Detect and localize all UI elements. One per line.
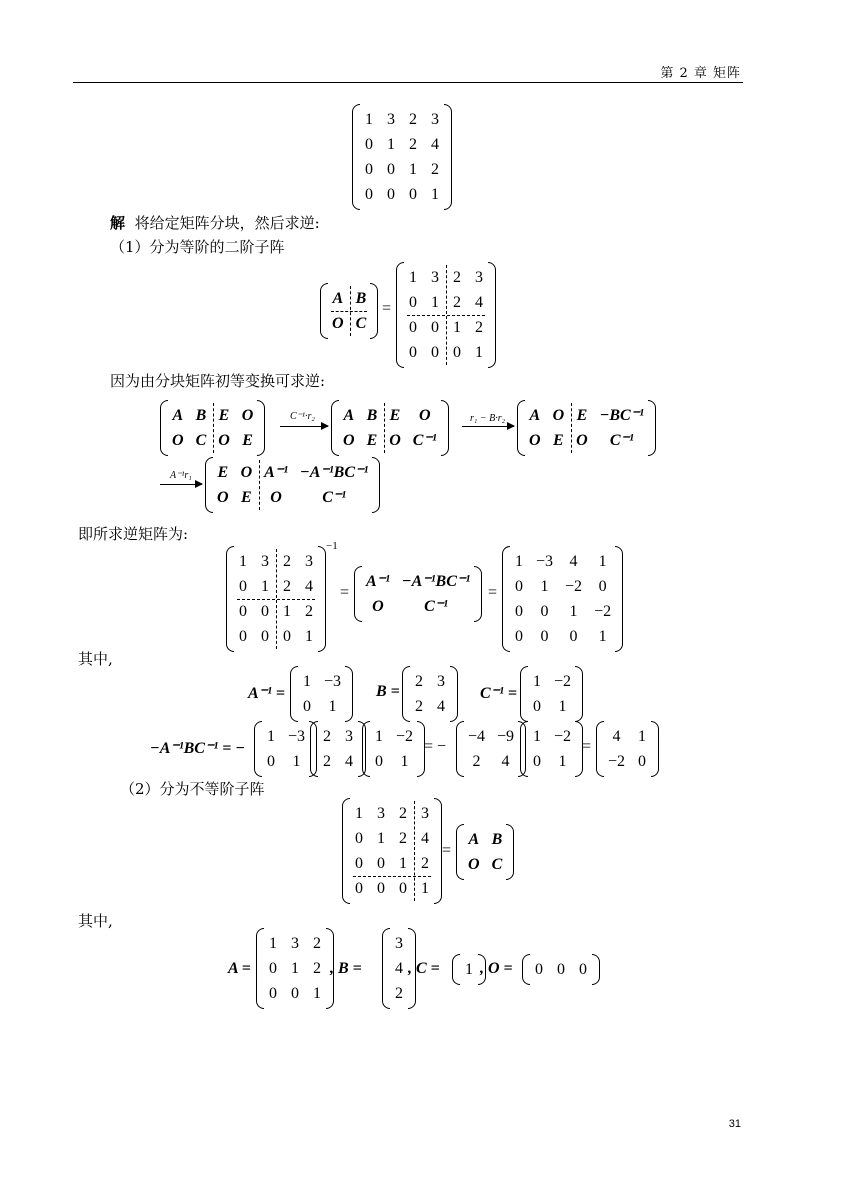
right-bracket: [318, 546, 326, 652]
matrix-cell: 2: [313, 935, 321, 952]
matrix-cell: A: [468, 831, 480, 848]
right-bracket: [444, 104, 452, 210]
matrix-cell: C⁻¹: [609, 432, 634, 449]
matrix-cell: 1: [431, 186, 439, 203]
matrix-cell: 1: [533, 728, 541, 745]
partitioned-given-matrix-2: [342, 798, 442, 904]
neg-equals: = −: [424, 738, 447, 755]
left-bracket: [256, 928, 264, 1009]
matrix-cell: 0: [239, 628, 247, 645]
matrix-cell: 1: [465, 961, 473, 978]
matrix-cell: 2: [395, 985, 403, 1002]
matrix-cell: 3: [475, 269, 483, 286]
right-bracket: [592, 954, 600, 985]
matrix-cell: 0: [431, 319, 439, 336]
matrix-cell: 2: [453, 269, 461, 286]
transform-arrow-1: [280, 426, 328, 427]
matrix-cell: O: [552, 407, 565, 424]
matrix-cell: 2: [323, 728, 331, 745]
matrix-cell: 3: [395, 935, 403, 952]
matrix-cell: 2: [415, 673, 423, 690]
matrix-cell: 0: [540, 628, 549, 645]
inverse-exponent: −1: [326, 540, 338, 552]
matrix-cell: 1: [283, 603, 291, 620]
matrix-cell: A: [172, 407, 184, 424]
matrix-cell: −2: [594, 603, 612, 620]
matrix-cell: 1: [355, 805, 363, 822]
matrix-cell: B: [366, 407, 378, 424]
matrix-cell: 3: [431, 111, 439, 128]
matrix-cell: 3: [377, 805, 385, 822]
right-bracket: [651, 721, 659, 777]
matrix-cell: A⁻¹: [264, 464, 289, 481]
matrix-cell: 0: [409, 294, 417, 311]
matrix-cell: O: [576, 432, 588, 449]
matrix-cell: O: [218, 432, 230, 449]
matrix-cell: 1: [387, 136, 395, 153]
arrow-label-2: r₁ − B·r₂: [470, 413, 506, 424]
matrix-cell: 2: [431, 161, 439, 178]
matrix-cell: 4: [305, 578, 313, 595]
matrix-cell: −2: [608, 753, 626, 770]
matrix-cell: 0: [377, 880, 385, 897]
partition-horizontal: [237, 599, 315, 600]
matrix-cell: 2: [475, 319, 483, 336]
left-bracket: [502, 546, 510, 652]
left-bracket: [522, 954, 530, 985]
matrix-cell: 0: [261, 628, 269, 645]
product-label: −A⁻¹BC⁻¹ = −: [150, 740, 246, 757]
because-line: 因为由分块矩阵初等变换可求逆:: [110, 372, 326, 390]
matrix-cell: 3: [345, 728, 353, 745]
matrix-cell: −BC⁻¹: [599, 407, 644, 424]
right-bracket: [370, 283, 378, 339]
matrix-cell: 0: [569, 628, 578, 645]
block-matrix-abc: [320, 283, 378, 339]
solution-word: 解: [110, 214, 126, 232]
matrix-cell: 0: [399, 880, 407, 897]
augmented-matrix-1: [160, 400, 265, 456]
matrix-cell: 0: [387, 186, 395, 203]
matrix-cell: 4: [431, 136, 439, 153]
matrix-cell: 0: [598, 578, 607, 595]
matrix-cell: B: [195, 407, 207, 424]
matrix-cell: 2: [472, 753, 481, 770]
matrix-cell: −2: [554, 728, 572, 745]
left-bracket: [456, 721, 464, 777]
matrix-cell: 4: [345, 753, 353, 770]
equals-sign-5: =: [442, 842, 452, 859]
left-bracket: [160, 400, 168, 456]
matrix-cell: O: [418, 407, 431, 424]
inverse-block-form: [354, 566, 482, 622]
matrix-cell: −3: [288, 728, 306, 745]
matrix-cell: E: [242, 432, 253, 449]
matrix-cell: A: [529, 407, 541, 424]
matrix-cell: 0: [303, 698, 311, 715]
o3-matrix: [522, 954, 600, 985]
matrix-cell: 0: [377, 855, 385, 872]
matrix-cell: 4: [395, 960, 403, 977]
matrix-cell: 0: [453, 344, 461, 361]
o3-label: , O =: [480, 960, 513, 977]
matrix-cell: 2: [283, 578, 291, 595]
left-bracket: [382, 928, 390, 1009]
matrix-cell: 0: [291, 985, 299, 1002]
matrix-cell: 1: [533, 673, 541, 690]
left-bracket: [352, 104, 360, 210]
matrix-cell: 1: [292, 753, 301, 770]
partition-vertical: [213, 403, 214, 453]
augmented-matrix-3: [517, 400, 656, 456]
matrix-cell: O: [241, 407, 254, 424]
matrix-cell: −3: [324, 673, 342, 690]
matrix-cell: −4: [468, 728, 486, 745]
matrix-cell: C⁻¹: [424, 598, 448, 615]
partition-vertical: [259, 460, 260, 510]
a3-label: A =: [228, 960, 251, 977]
chapter-header: 第 2 章 矩阵: [660, 66, 741, 81]
left-bracket: [226, 546, 234, 652]
matrix-cell: 0: [269, 985, 277, 1002]
matrix-cell: 0: [540, 603, 549, 620]
right-bracket: [575, 666, 583, 722]
matrix-cell: C⁻¹: [412, 432, 437, 449]
matrix-cell: 3: [291, 935, 299, 952]
matrix-cell: 0: [387, 161, 395, 178]
equals-sign-2: =: [340, 584, 350, 601]
matrix-cell: 2: [283, 553, 291, 570]
right-bracket: [372, 457, 380, 513]
partition-vertical: [414, 801, 415, 901]
matrix-cell: O: [389, 432, 401, 449]
matrix-cell: 1: [638, 728, 647, 745]
solution-text: 将给定矩阵分块，然后求逆:: [134, 214, 320, 232]
left-bracket: [254, 721, 262, 777]
matrix-cell: E: [553, 432, 564, 449]
matrix-cell: 0: [283, 628, 291, 645]
matrix-cell: 0: [267, 753, 275, 770]
matrix-cell: 2: [399, 805, 407, 822]
arrow-label-3: A⁻¹r₁: [170, 470, 192, 481]
matrix-cell: 3: [437, 673, 445, 690]
matrix-cell: 1: [400, 753, 409, 770]
matrix-cell: 1: [305, 628, 313, 645]
block-matrix-abc-2: [456, 824, 514, 880]
matrix-cell: 3: [305, 553, 313, 570]
matrix-cell: 0: [535, 961, 543, 978]
matrix-cell: O: [332, 315, 344, 332]
matrix-cell: C⁻¹: [322, 489, 347, 506]
matrix-cell: E: [366, 432, 378, 449]
matrix-cell: 0: [515, 628, 523, 645]
matrix-cell: −9: [497, 728, 515, 745]
arrow-label-1: C⁻¹·r₂: [290, 411, 315, 422]
matrix-cell: 1: [269, 935, 277, 952]
matrix-cell: O: [468, 856, 480, 873]
left-bracket: [402, 666, 410, 722]
matrix-cell: 0: [355, 855, 363, 872]
given-matrix: [352, 104, 452, 210]
partition-horizontal: [407, 315, 485, 316]
matrix-cell: 2: [453, 294, 461, 311]
matrix-cell: 1: [375, 728, 383, 745]
matrix-cell: 0: [365, 186, 373, 203]
matrix-cell: 0: [515, 578, 523, 595]
matrix-cell: A: [343, 407, 355, 424]
matrix-cell: 1: [303, 673, 311, 690]
matrix-cell: 1: [328, 698, 337, 715]
matrix-cell: O: [343, 432, 355, 449]
matrix-cell: −3: [536, 553, 554, 570]
left-bracket: [456, 824, 464, 880]
matrix-cell: 1: [377, 830, 385, 847]
inverse-result-matrix: [502, 546, 623, 652]
solution-line: [110, 212, 320, 233]
matrix-cell: 0: [409, 344, 417, 361]
matrix-cell: −2: [565, 578, 583, 595]
matrix-cell: 2: [409, 111, 417, 128]
matrix-cell: 0: [638, 753, 647, 770]
part2-heading: （2）分为不等阶子阵: [120, 780, 265, 798]
page-number: 31: [728, 1118, 741, 1130]
matrix-cell: 1: [239, 553, 247, 570]
matrix-cell: B: [355, 290, 367, 307]
matrix-cell: 0: [533, 753, 541, 770]
left-bracket: [520, 666, 528, 722]
left-bracket: [520, 721, 528, 777]
left-bracket: [331, 400, 339, 456]
matrix-cell: 0: [409, 186, 417, 203]
left-bracket: [205, 457, 213, 513]
header-rule: [73, 82, 743, 83]
matrix-cell: 1: [409, 269, 417, 286]
matrix-cell: 0: [365, 161, 373, 178]
matrix-cell: E: [241, 489, 252, 506]
matrix-cell: 2: [399, 830, 407, 847]
matrix-cell: 3: [421, 805, 429, 822]
matrix-cell: E: [389, 407, 401, 424]
left-bracket: [596, 721, 604, 777]
matrix-cell: −2: [554, 673, 572, 690]
matrix-cell: A: [332, 290, 344, 307]
left-bracket: [290, 666, 298, 722]
matrix-cell: 1: [313, 985, 321, 1002]
right-bracket: [615, 546, 623, 652]
matrix-cell: 0: [375, 753, 383, 770]
where-line-2: 其中,: [78, 912, 113, 930]
equals-sign-4: =: [582, 738, 592, 755]
partitioned-given-matrix: [396, 262, 496, 368]
matrix-cell: 0: [355, 830, 363, 847]
matrix-cell: 1: [453, 319, 461, 336]
matrix-cell: E: [576, 407, 588, 424]
right-bracket: [345, 666, 353, 722]
matrix-cell: 0: [409, 319, 417, 336]
matrix-cell: 4: [612, 728, 621, 745]
matrix-cell: A⁻¹: [366, 573, 390, 590]
matrix-cell: 2: [305, 603, 313, 620]
matrix-cell: E: [217, 464, 229, 481]
matrix-cell: 0: [515, 603, 523, 620]
ainv-label: A⁻¹ =: [248, 685, 286, 702]
matrix-cell: 0: [355, 880, 363, 897]
where-line-1: 其中,: [78, 650, 113, 668]
matrix-cell: −2: [396, 728, 414, 745]
b-matrix: [402, 666, 458, 722]
matrix-cell: 1: [515, 553, 523, 570]
right-bracket: [257, 400, 265, 456]
product-b: [310, 721, 366, 777]
product-cinv: [362, 721, 425, 777]
left-bracket: [452, 954, 460, 985]
intermediate-product: [456, 721, 526, 777]
matrix-cell: 1: [431, 294, 439, 311]
matrix-cell: 4: [421, 830, 429, 847]
matrix-cell: O: [240, 464, 253, 481]
left-bracket: [310, 721, 318, 777]
matrix-cell: 0: [239, 603, 247, 620]
transform-arrow-3: [160, 484, 202, 485]
matrix-cell: 1: [569, 603, 578, 620]
right-bracket: [441, 400, 449, 456]
matrix-cell: 0: [239, 578, 247, 595]
product-cinv-2: [520, 721, 583, 777]
matrix-cell: O: [372, 598, 384, 615]
matrix-cell: 1: [267, 728, 275, 745]
right-bracket: [450, 666, 458, 722]
matrix-cell: 3: [387, 111, 395, 128]
matrix-cell: 1: [475, 344, 483, 361]
matrix-cell: 0: [533, 698, 541, 715]
left-bracket: [342, 798, 350, 904]
matrix-cell: 0: [579, 961, 587, 978]
matrix-cell: 1: [365, 111, 373, 128]
matrix-cell: 2: [415, 698, 423, 715]
product-result: [596, 721, 659, 777]
right-bracket: [648, 400, 656, 456]
matrix-cell: 1: [291, 960, 299, 977]
matrix-cell: 1: [261, 578, 269, 595]
matrix-cell: 4: [475, 294, 483, 311]
left-bracket: [396, 262, 404, 368]
matrix-cell: 1: [421, 880, 429, 897]
matrix-cell: −A⁻¹BC⁻¹: [401, 573, 471, 590]
matrix-cell: −A⁻¹BC⁻¹: [300, 464, 369, 481]
result-intro: 即所求逆矩阵为:: [78, 525, 189, 543]
matrix-cell: 1: [598, 628, 607, 645]
b3-label: , B =: [330, 960, 362, 977]
matrix-cell: 2: [409, 136, 417, 153]
matrix-cell: 0: [557, 961, 565, 978]
partition-vertical: [384, 403, 385, 453]
matrix-cell: 1: [399, 855, 407, 872]
matrix-cell: 1: [598, 553, 607, 570]
left-bracket: [354, 566, 362, 622]
partitioned-inverse-lhs: [226, 546, 326, 652]
matrix-cell: 0: [431, 344, 439, 361]
matrix-cell: 1: [540, 578, 549, 595]
matrix-cell: C: [491, 856, 503, 873]
b-label: B =: [376, 683, 400, 700]
left-bracket: [517, 400, 525, 456]
matrix-cell: 0: [365, 136, 373, 153]
equals-sign-3: =: [488, 584, 498, 601]
matrix-cell: 3: [261, 553, 269, 570]
matrix-cell: 4: [501, 753, 510, 770]
matrix-cell: 2: [313, 960, 321, 977]
c1-label: , C =: [408, 960, 440, 977]
matrix-cell: O: [172, 432, 184, 449]
matrix-cell: 2: [421, 855, 429, 872]
matrix-cell: C: [195, 432, 207, 449]
right-bracket: [506, 824, 514, 880]
right-bracket: [474, 566, 482, 622]
part1-heading: （1）分为等阶的二阶子阵: [110, 238, 285, 256]
product-ainv: [254, 721, 317, 777]
matrix-cell: 1: [558, 698, 567, 715]
matrix-cell: E: [218, 407, 230, 424]
matrix-cell: 0: [261, 603, 269, 620]
matrix-cell: 2: [323, 753, 331, 770]
a3-matrix: [256, 928, 334, 1009]
transform-arrow-2: [462, 426, 514, 427]
ainv-matrix: [290, 666, 353, 722]
matrix-cell: 4: [437, 698, 445, 715]
matrix-cell: 1: [409, 161, 417, 178]
matrix-cell: 1: [558, 753, 567, 770]
partition-horizontal: [353, 876, 431, 877]
matrix-cell: B: [491, 831, 503, 848]
matrix-cell: 3: [431, 269, 439, 286]
matrix-cell: 0: [269, 960, 277, 977]
matrix-cell: O: [270, 489, 282, 506]
matrix-cell: C: [355, 315, 367, 332]
equals-sign: =: [382, 300, 392, 317]
right-bracket: [488, 262, 496, 368]
partition-horizontal: [331, 311, 367, 312]
matrix-cell: O: [529, 432, 541, 449]
matrix-cell: 4: [569, 553, 578, 570]
left-bracket: [320, 283, 328, 339]
partition-vertical: [571, 403, 572, 453]
augmented-matrix-4: [205, 457, 380, 513]
left-bracket: [362, 721, 370, 777]
augmented-matrix-2: [331, 400, 449, 456]
cinv-matrix: [520, 666, 583, 722]
right-bracket: [434, 798, 442, 904]
matrix-cell: O: [217, 489, 229, 506]
cinv-label: C⁻¹ =: [480, 685, 518, 702]
